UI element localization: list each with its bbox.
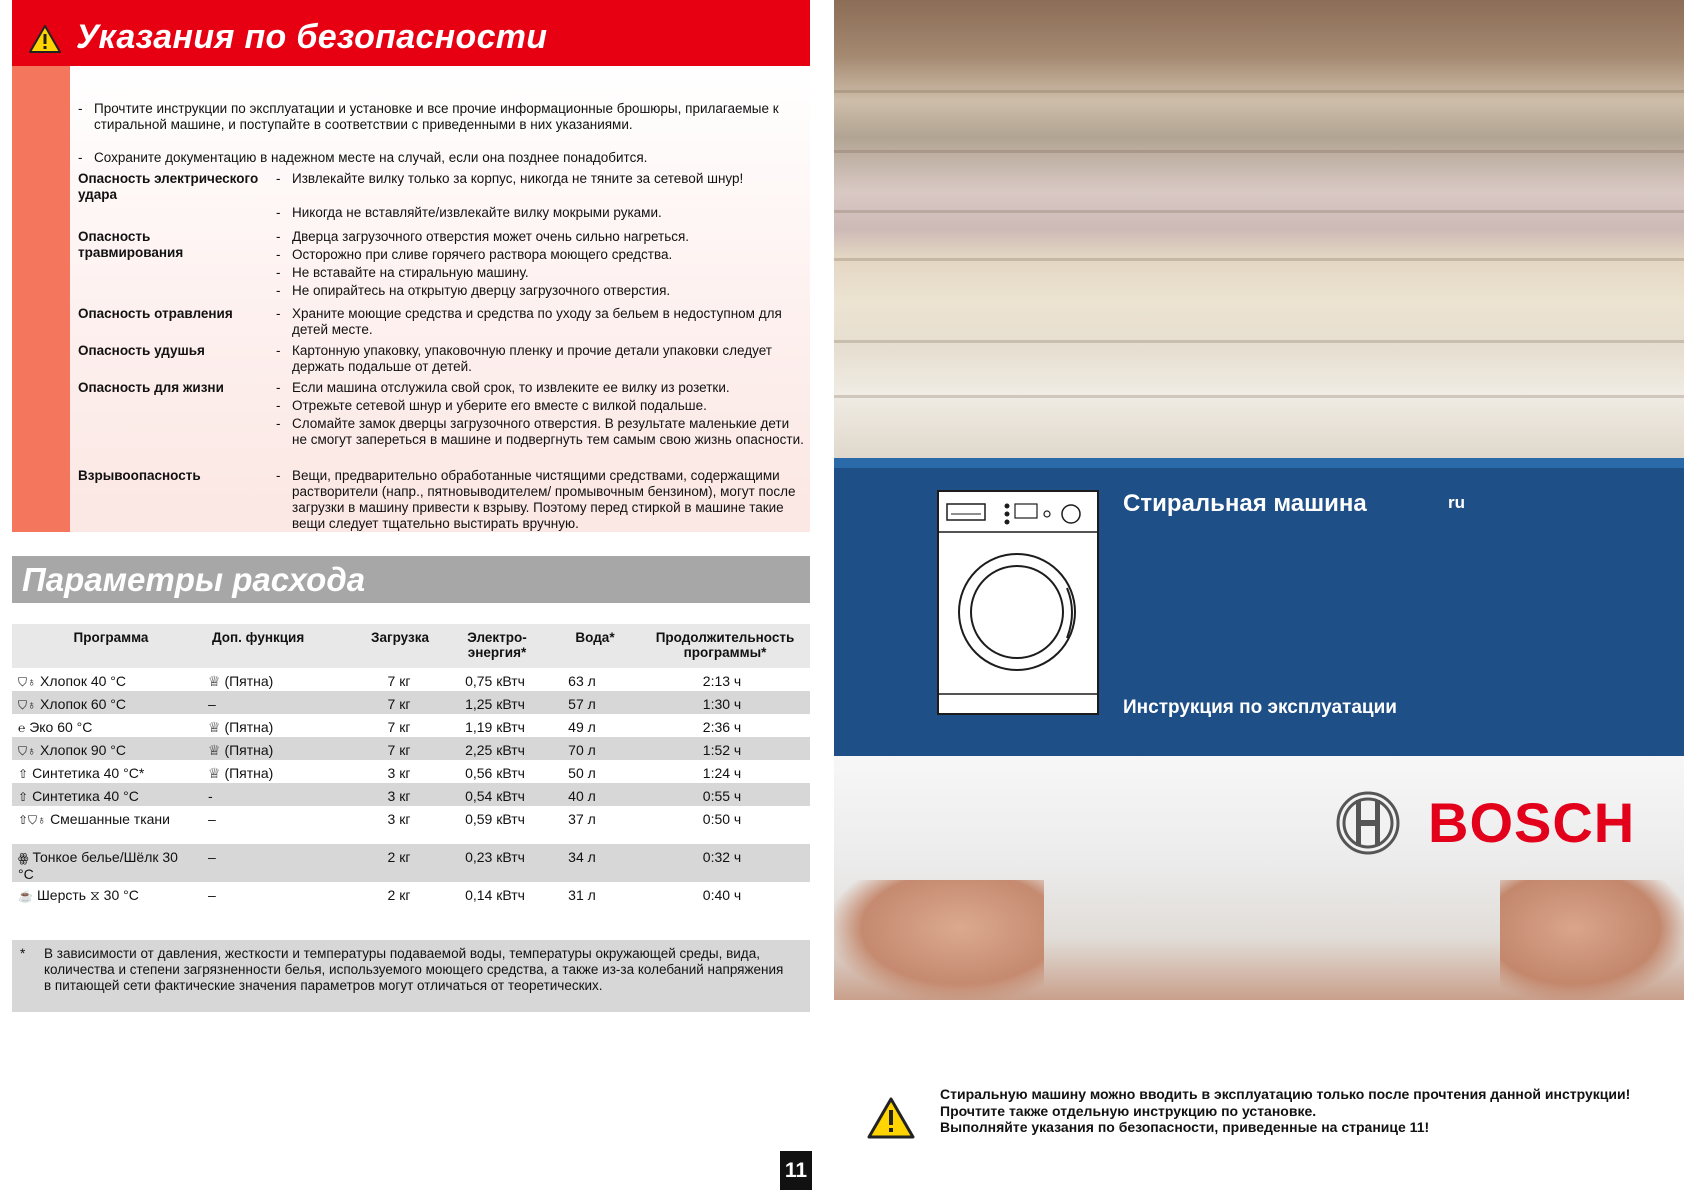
- header-program: Программа: [73, 630, 149, 645]
- cell-option: ♕ (Пятна): [208, 673, 274, 689]
- program-symbol-icon: ⇧: [18, 790, 29, 804]
- cover-band-stripe: [834, 458, 1684, 468]
- table-row: [12, 737, 810, 760]
- cell-water: 50 л: [568, 765, 596, 781]
- hazard-item: - Вещи, предварительно обработанные чистящими средствами, содержащими растворители (напр., пятновыводителем/ промывочным бензином), могут после загрузки в машину привести к взрыву. Поэтому перед стиркой в машине такие вещи следует тщательно выстирать вручную.: [276, 468, 796, 531]
- cell-option: –: [208, 887, 216, 903]
- cell-water: 57 л: [568, 696, 596, 712]
- cover-title: Стиральная машина: [1123, 490, 1367, 517]
- cell-energy: 0,59 кВтч: [465, 811, 525, 827]
- cell-load: 3 кг: [387, 765, 411, 781]
- program-name: Хлопок 60 °C: [40, 696, 127, 712]
- safety-body: [70, 66, 810, 532]
- hazard-label: Опасность удушья: [78, 343, 205, 358]
- cell-program: [18, 765, 190, 782]
- cell-option: -: [208, 788, 213, 804]
- consumption-title: Параметры расхода: [22, 561, 366, 598]
- cell-program: [18, 742, 190, 759]
- program-symbol-icon: ⛉♁: [18, 698, 37, 712]
- cell-load: 7 кг: [387, 742, 411, 758]
- cell-program: [18, 673, 190, 690]
- cell-water: 49 л: [568, 719, 596, 735]
- hazard-label: Взрывоопасность: [78, 468, 201, 483]
- cell-duration: 1:24 ч: [702, 765, 742, 781]
- cell-water: 31 л: [568, 887, 596, 903]
- cover-note-line: Стиральную машину можно вводить в эксплуатацию только после прочтения данной инструкции!: [940, 1086, 1631, 1102]
- warning-icon: [28, 24, 62, 54]
- bosch-armature-icon: [1335, 790, 1401, 856]
- cover-subtitle: Инструкция по эксплуатации: [1123, 697, 1397, 718]
- cell-option: ♕ (Пятна): [208, 765, 274, 781]
- safety-side-strip: [12, 66, 70, 532]
- bosch-wordmark: BOSCH: [1428, 791, 1636, 854]
- cell-energy: 0,14 кВтч: [465, 887, 525, 903]
- safety-title: Указания по безопасности: [76, 18, 548, 56]
- program-symbol-icon: ⛉♁: [18, 744, 37, 758]
- header-load: Загрузка: [371, 630, 429, 645]
- program-name: Смешанные ткани: [50, 811, 170, 827]
- hazard-item: - Если машина отслужила свой срок, то извлеките ее вилку из розетки.: [276, 380, 730, 395]
- cell-load: 7 кг: [387, 673, 411, 689]
- program-name: Хлопок 90 °C: [40, 742, 127, 758]
- warning-icon: [866, 1096, 916, 1140]
- cell-water: 70 л: [568, 742, 596, 758]
- table-row: [12, 844, 810, 882]
- program-symbol-icon: ꙮ: [18, 851, 29, 865]
- hazard-item: - Не вставайте на стиральную машину.: [276, 265, 529, 280]
- cell-energy: 1,19 кВтч: [465, 719, 525, 735]
- language-code: ru: [1448, 493, 1465, 512]
- cell-water: 40 л: [568, 788, 596, 804]
- program-name: Тонкое белье/Шёлк 30 °C: [18, 849, 178, 882]
- cell-load: 2 кг: [387, 849, 411, 865]
- header-water: Вода*: [575, 630, 615, 645]
- table-row: [12, 668, 810, 691]
- header-energy: Электро- энергия*: [467, 630, 527, 660]
- cell-energy: 0,23 кВтч: [465, 849, 525, 865]
- hazard-item: - Отрежьте сетевой шнур и уберите его вместе с вилкой подальше.: [276, 398, 707, 413]
- footnote-text: В зависимости от давления, жесткости и температуры подаваемой воды, температуры окружающей среды, вида, количества и степени загрязненности белья, используемого моющего средства, а также из-за колебаний напряжения в питающей сети фактические значения параметров могут отличаться от теоретических.: [44, 946, 784, 993]
- cell-program: [18, 811, 190, 828]
- cover-photo-hand-left: [834, 880, 1044, 1000]
- safety-header: [12, 0, 810, 66]
- cell-energy: 0,56 кВтч: [465, 765, 525, 781]
- washing-machine-illustration: [937, 490, 1099, 715]
- hazard-item: - Сломайте замок дверцы загрузочного отверстия. В результате маленькие дети не смогут запереться в машине и подвергнуть тем самым свою жизнь опасности.: [276, 416, 804, 447]
- cell-load: 7 кг: [387, 696, 411, 712]
- consumption-header: [12, 556, 810, 603]
- program-name: Хлопок 40 °C: [40, 673, 127, 689]
- program-symbol-icon: ⛉♁: [18, 675, 37, 689]
- cell-water: 63 л: [568, 673, 596, 689]
- table-row: [12, 691, 810, 714]
- cell-water: 37 л: [568, 811, 596, 827]
- hazard-label: Опасность электрического удара: [78, 171, 259, 202]
- cell-program: [18, 849, 190, 882]
- hazard-label: Опасность отравления: [78, 306, 233, 321]
- cell-energy: 2,25 кВтч: [465, 742, 525, 758]
- program-name: Шерсть ⧖ 30 °C: [36, 887, 139, 903]
- cover-note-line: Прочтите также отдельную инструкцию по установке.: [940, 1102, 1317, 1119]
- cell-duration: 0:55 ч: [702, 788, 742, 804]
- table-row: [12, 783, 810, 806]
- washing-machine-icon: [939, 492, 1097, 713]
- table-row: [12, 760, 810, 783]
- footnote-mark: *: [20, 946, 26, 961]
- header-option: Доп. функция: [212, 630, 305, 645]
- cover-photo-linens: [834, 0, 1684, 458]
- table-header: [12, 624, 810, 668]
- hazard-item: - Осторожно при сливе горячего раствора моющего средства.: [276, 247, 673, 262]
- cell-program: [18, 788, 190, 805]
- hazard-item: - Никогда не вставляйте/извлекайте вилку мокрыми руками.: [276, 205, 662, 220]
- cell-option: –: [208, 696, 216, 712]
- cell-load: 3 кг: [387, 788, 411, 804]
- cell-option: ♕ (Пятна): [208, 719, 274, 735]
- cover-note-line: Выполняйте указания по безопасности, приведенные на странице 11!: [940, 1119, 1430, 1135]
- hazard-label: Опасность для жизни: [78, 380, 224, 395]
- table-row: [12, 714, 810, 737]
- page-number: 11: [780, 1151, 812, 1190]
- program-name: Эко 60 °C: [29, 719, 93, 735]
- cell-option: –: [208, 849, 216, 865]
- cover-note: [940, 1086, 1640, 1136]
- table-row: [12, 806, 810, 844]
- cell-program: [18, 719, 190, 736]
- cell-duration: 2:13 ч: [702, 673, 742, 689]
- hazard-item: - Не опирайтесь на открытую дверцу загрузочного отверстия.: [276, 283, 671, 298]
- program-name: Синтетика 40 °C*: [32, 765, 145, 781]
- cell-energy: 0,75 кВтч: [465, 673, 525, 689]
- hazard-item: - Извлекайте вилку только за корпус, никогда не тяните за сетевой шнур!: [276, 171, 744, 186]
- cell-option: ♕ (Пятна): [208, 742, 274, 758]
- cell-water: 34 л: [568, 849, 596, 865]
- cell-energy: 0,54 кВтч: [465, 788, 525, 804]
- cell-duration: 1:30 ч: [702, 696, 742, 712]
- cell-energy: 1,25 кВтч: [465, 696, 525, 712]
- hazard-item: - Храните моющие средства и средства по уходу за бельем в недоступном для детей месте.: [276, 306, 782, 337]
- table-row: [12, 882, 810, 905]
- hazard-item: - Дверца загрузочного отверстия может очень сильно нагреться.: [276, 229, 690, 244]
- cell-option: –: [208, 811, 216, 827]
- safety-intro-item: - Сохраните документацию в надежном месте на случай, если она позднее понадобится.: [78, 150, 648, 165]
- hazard-item: - Картонную упаковку, упаковочную пленку и прочие детали упаковки следует держать подальше от детей.: [276, 343, 772, 374]
- program-symbol-icon: ☕: [18, 889, 33, 903]
- cell-duration: 0:40 ч: [702, 887, 742, 903]
- cell-duration: 0:32 ч: [702, 849, 742, 865]
- cover-photo-hand-right: [1500, 880, 1684, 1000]
- cell-load: 2 кг: [387, 887, 411, 903]
- consumption-footnote: [12, 940, 810, 1012]
- cell-duration: 2:36 ч: [702, 719, 742, 735]
- cell-program: [18, 887, 190, 904]
- hazard-label: Опасность травмирования: [78, 229, 184, 260]
- header-duration: Продолжительность программы*: [655, 630, 795, 660]
- cell-duration: 0:50 ч: [702, 811, 742, 827]
- program-symbol-icon: ℮: [18, 721, 26, 735]
- program-name: Синтетика 40 °C: [32, 788, 139, 804]
- program-symbol-icon: ⇧: [18, 767, 29, 781]
- safety-intro-item: - Прочтите инструкции по эксплуатации и установке и все прочие информационные брошюры, прилагаемые к стиральной машине, и поступайте в соответствии с приведенными в них указаниями.: [78, 101, 779, 132]
- program-symbol-icon: ⇧⛉♁: [18, 813, 47, 827]
- cell-load: 7 кг: [387, 719, 411, 735]
- cell-program: [18, 696, 190, 713]
- cell-load: 3 кг: [387, 811, 411, 827]
- cell-duration: 1:52 ч: [702, 742, 742, 758]
